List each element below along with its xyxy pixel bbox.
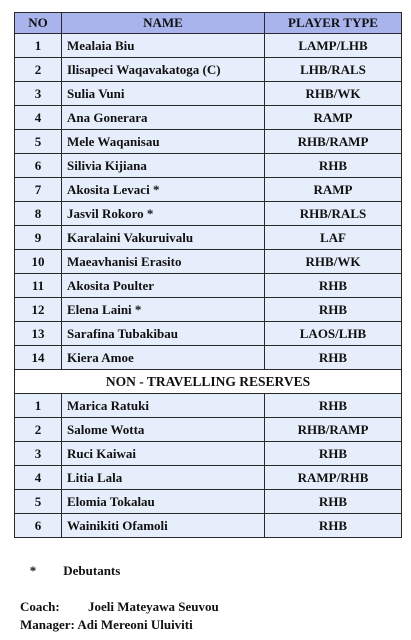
coach-label: Coach:: [20, 599, 60, 614]
reserve-name: Elomia Tokalau: [62, 490, 265, 514]
player-name: Akosita Levaci *: [62, 178, 265, 202]
player-type: LAOS/LHB: [265, 322, 402, 346]
reserve-name: Litia Lala: [62, 466, 265, 490]
table-row: [15, 34, 402, 58]
player-type: RHB/RAMP: [265, 130, 402, 154]
player-number: 6: [15, 154, 62, 178]
coach-name: Joeli Mateyawa Seuvou: [88, 599, 219, 614]
table-row: [15, 178, 402, 202]
player-type: RHB: [265, 346, 402, 370]
player-number: 4: [15, 106, 62, 130]
player-name: Karalaini Vakuruivalu: [62, 226, 265, 250]
reserve-number: 4: [15, 466, 62, 490]
table-row: [15, 82, 402, 106]
reserve-name: Wainikiti Ofamoli: [62, 514, 265, 538]
player-type: RHB: [265, 274, 402, 298]
player-type: RAMP: [265, 178, 402, 202]
player-type: RHB/RALS: [265, 202, 402, 226]
manager-line: [20, 616, 219, 634]
table-header-row: [15, 13, 402, 34]
player-number: 9: [15, 226, 62, 250]
player-number: 1: [15, 34, 62, 58]
reserve-number: 3: [15, 442, 62, 466]
player-name: Ana Gonerara: [62, 106, 265, 130]
header-name: NAME: [62, 13, 265, 34]
player-name: Sulia Vuni: [62, 82, 265, 106]
footnote: [20, 563, 120, 579]
player-type: RHB: [265, 154, 402, 178]
footnote-symbol: *: [29, 563, 37, 578]
table-row: [15, 226, 402, 250]
player-number: 7: [15, 178, 62, 202]
player-number: 8: [15, 202, 62, 226]
table-row: [15, 58, 402, 82]
reserve-number: 2: [15, 418, 62, 442]
reserve-number: 1: [15, 394, 62, 418]
coach-line: [20, 598, 219, 616]
header-player-type: PLAYER TYPE: [265, 13, 402, 34]
player-number: 10: [15, 250, 62, 274]
reserve-name: Marica Ratuki: [62, 394, 265, 418]
player-name: Ilisapeci Waqavakatoga (C): [62, 58, 265, 82]
table-row: [15, 466, 402, 490]
player-name: Akosita Poulter: [62, 274, 265, 298]
reserve-type: RHB/RAMP: [265, 418, 402, 442]
table-row: [15, 106, 402, 130]
manager-name: Adi Mereoni Uluiviti: [77, 617, 193, 632]
player-name: Jasvil Rokoro *: [62, 202, 265, 226]
reserve-name: Salome Wotta: [62, 418, 265, 442]
player-type: RHB: [265, 298, 402, 322]
table-row: [15, 418, 402, 442]
table-row: [15, 442, 402, 466]
player-name: Mealaia Biu: [62, 34, 265, 58]
player-type: LHB/RALS: [265, 58, 402, 82]
table-row: [15, 154, 402, 178]
table-row: [15, 250, 402, 274]
player-type: RHB/WK: [265, 82, 402, 106]
player-number: 14: [15, 346, 62, 370]
table-row: [15, 346, 402, 370]
reserve-type: RHB: [265, 514, 402, 538]
reserve-type: RAMP/RHB: [265, 466, 402, 490]
manager-label: Manager:: [20, 617, 75, 632]
reserves-section-row: [15, 370, 402, 394]
player-number: 11: [15, 274, 62, 298]
player-number: 2: [15, 58, 62, 82]
player-name: Mele Waqanisau: [62, 130, 265, 154]
player-type: LAF: [265, 226, 402, 250]
squad-table: [14, 12, 402, 538]
reserve-number: 6: [15, 514, 62, 538]
reserve-number: 5: [15, 490, 62, 514]
player-type: LAMP/LHB: [265, 34, 402, 58]
header-no: NO: [15, 13, 62, 34]
player-name: Elena Laini *: [62, 298, 265, 322]
reserve-name: Ruci Kaiwai: [62, 442, 265, 466]
player-number: 5: [15, 130, 62, 154]
player-number: 13: [15, 322, 62, 346]
player-name: Sarafina Tubakibau: [62, 322, 265, 346]
player-type: RHB/WK: [265, 250, 402, 274]
table-row: [15, 298, 402, 322]
reserve-type: RHB: [265, 394, 402, 418]
player-type: RAMP: [265, 106, 402, 130]
reserve-type: RHB: [265, 490, 402, 514]
reserves-section-title: NON - TRAVELLING RESERVES: [15, 370, 402, 394]
table-row: [15, 394, 402, 418]
reserve-type: RHB: [265, 442, 402, 466]
table-row: [15, 322, 402, 346]
table-row: [15, 274, 402, 298]
table-row: [15, 130, 402, 154]
team-staff: [20, 598, 219, 634]
player-number: 12: [15, 298, 62, 322]
player-number: 3: [15, 82, 62, 106]
player-name: Maeavhanisi Erasito: [62, 250, 265, 274]
table-row: [15, 202, 402, 226]
table-row: [15, 514, 402, 538]
player-name: Kiera Amoe: [62, 346, 265, 370]
player-name: Silivia Kijiana: [62, 154, 265, 178]
footnote-label: Debutants: [63, 563, 121, 578]
table-row: [15, 490, 402, 514]
